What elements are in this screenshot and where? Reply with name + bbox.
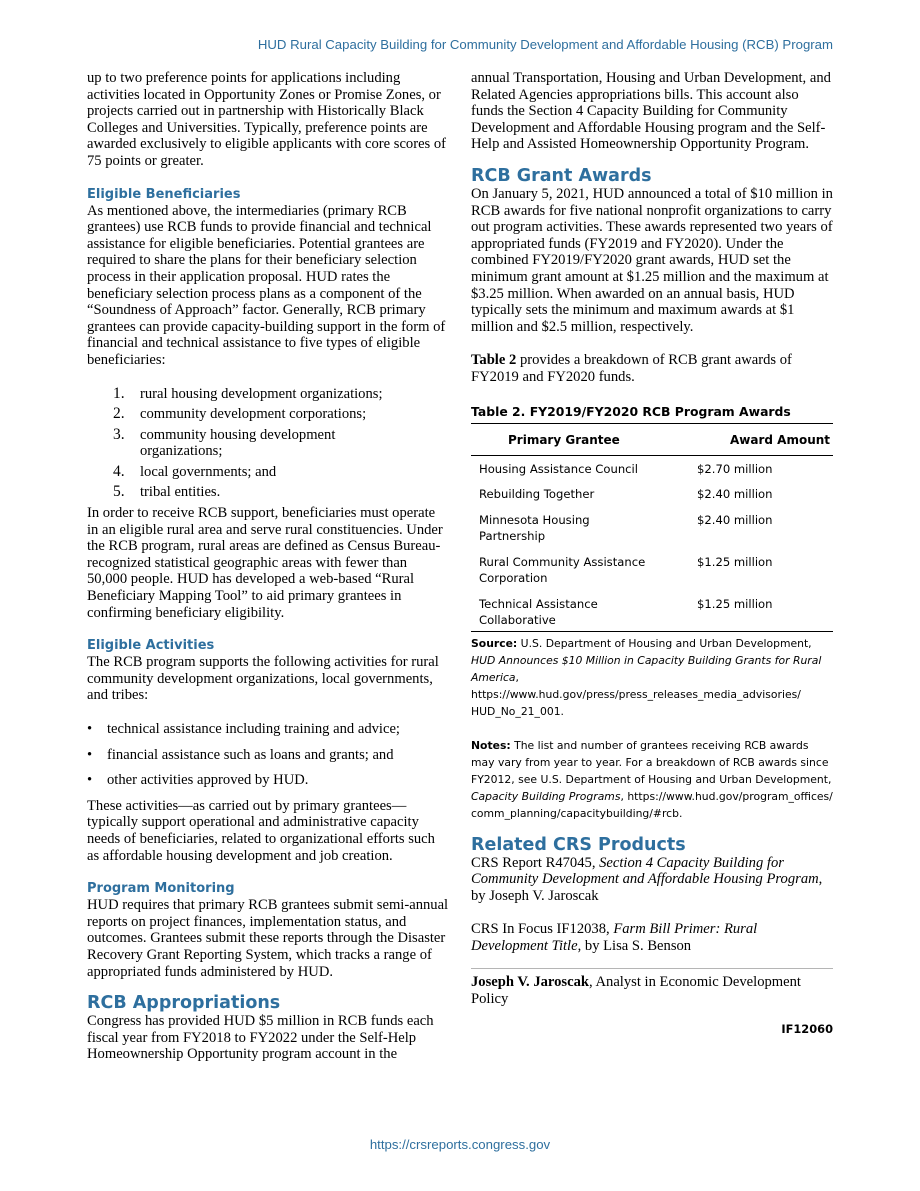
bullet-icon: •: [87, 772, 93, 789]
table-title: Table 2. FY2019/FY2020 RCB Program Awards: [471, 404, 833, 424]
source-url[interactable]: , https://www.hud.gov/press/press_releases_media_advisories/ HUD_No_21_001.: [471, 670, 801, 718]
eligible-activities-paragraph: The RCB program supports the following activities for rural community development organizations, local governments, and tribes:: [87, 654, 439, 704]
table-reference-paragraph: [471, 352, 833, 385]
author-title: , Analyst in Economic Development Policy: [471, 974, 801, 1008]
column-header-grantee: Primary Grantee: [471, 424, 697, 456]
table-header-row: [471, 424, 833, 456]
grant-awards-paragraph: On January 5, 2021, HUD announced a total of $10 million in RCB awards for five national nonprofit organizations to carry out program activities. These awards represented two years of appropriated funds (FY2019 and FY2020). Under the combined FY2019/FY2020 grant awards, HUD set the minimum grant amount at $1.25 million and the maximum at $3.25 million. When awarded on an annual basis, HUD typically sets the minimum and maximum awards at $1 million and $2.5 million, respectively.: [471, 185, 833, 335]
author-divider: [471, 968, 833, 969]
right-column: [471, 70, 833, 1037]
table-row: [471, 545, 833, 587]
appropriations-heading: RCB Appropriations: [87, 993, 281, 1014]
grant-awards-heading: RCB Grant Awards: [471, 165, 652, 186]
notes-url[interactable]: , https://www.hud.gov/program_offices/ comm_planning/capacitybuilding/#rcb.: [471, 789, 833, 820]
table-cell-amount: $2.40 million: [697, 487, 773, 501]
table-cell-amount: $2.70 million: [697, 461, 773, 476]
document-id: IF12060: [781, 1021, 833, 1036]
list-item-text: financial assistance such as loans and grants; and: [107, 746, 394, 763]
list-item: [87, 484, 449, 501]
list-item-text: community development corporations;: [140, 406, 367, 423]
eligible-activities-heading: Eligible Activities: [87, 638, 215, 654]
list-number: 2.: [113, 405, 125, 423]
related-product-1-id: CRS Report R47045,: [471, 854, 600, 871]
table-notes: [471, 737, 833, 822]
related-product-2-author: , by Lisa S. Benson: [577, 937, 692, 954]
table-cell-amount: $2.40 million: [697, 512, 773, 527]
list-number: 3.: [113, 425, 125, 443]
list-item: [87, 747, 449, 764]
list-item: [87, 406, 449, 423]
related-product-2: [471, 921, 833, 954]
list-number: 4.: [113, 462, 125, 480]
activities-list: [87, 721, 449, 789]
table-row: [471, 477, 833, 503]
notes-title: Capacity Building Programs: [471, 789, 621, 803]
appropriations-paragraph: Congress has provided HUD $5 million in RCB funds each fiscal year from FY2018 to FY2022 under the Self-Help Homeownership Opportunity program account in the: [87, 1013, 434, 1063]
table-cell-grantee: Minnesota Housing Partnership: [479, 512, 590, 543]
program-monitoring-paragraph: HUD requires that primary RCB grantees submit semi-annual reports on project finances, implementation status, and outcomes. Grantees submit these reports through the Disaster Recovery Grant Reporting System, which tracks a range of appropriated funds administered by HUD.: [87, 897, 449, 980]
activities-description-paragraph: These activities—as carried out by primary grantees—typically support operational and administrative capacity needs of beneficiaries, related to organizational efforts such as affordable housing development and job creation.: [87, 797, 435, 864]
related-products-heading: Related CRS Products: [471, 834, 686, 855]
table-row: [471, 503, 833, 545]
list-item-text: local governments; and: [140, 463, 277, 480]
list-item: [87, 721, 449, 738]
related-product-1: [471, 855, 833, 905]
list-item-text: rural housing development organizations;: [140, 385, 383, 402]
related-product-2-title[interactable]: Farm Bill Primer: Rural Development Title: [471, 921, 758, 954]
list-item: [87, 772, 449, 789]
table-row: [471, 587, 833, 632]
list-item-text: technical assistance including training and advice;: [107, 721, 400, 737]
table-row: [471, 455, 833, 477]
table-cell-grantee: Rebuilding Together: [479, 487, 595, 501]
table-cell-grantee: Rural Community Assistance Corporation: [479, 554, 646, 585]
author-line: [471, 974, 833, 1007]
page-header: HUD Rural Capacity Building for Community Development and Affordable Housing (RCB) Program: [257, 37, 833, 52]
list-item-text: other activities approved by HUD.: [107, 772, 309, 789]
table-cell-grantee: Technical Assistance Collaborative: [471, 587, 697, 632]
table-cell-grantee: Housing Assistance Council: [479, 461, 638, 476]
notes-label: Notes:: [471, 738, 511, 752]
bullet-icon: •: [87, 746, 93, 763]
related-product-2-id: CRS In Focus IF12038,: [471, 921, 614, 938]
appropriations-continued-paragraph: annual Transportation, Housing and Urban Development, and Related Agencies appropriations bills. This account also funds the Section 4 Capacity Building for Community Development and Affordable Housing program and the Self-Help and Assisted Homeownership Opportunity Program.: [471, 70, 831, 153]
eligible-beneficiaries-paragraph: As mentioned above, the intermediaries (primary RCB grantees) use RCB funds to provide financial and technical assistance for eligible beneficiaries. Potential grantees are required to share the plans for their beneficiary selection process in their application proposal. HUD rates the beneficiary selection process plans as a component of the “Soundness of Approach” factor. Generally, RCB primary grantees can provide capacity-building support in the form of financial and technical assistance to five types of eligible beneficiaries:: [87, 202, 446, 368]
table-reference-text: provides a breakdown of RCB grant awards of FY2019 and FY2020 funds.: [471, 352, 792, 385]
eligible-beneficiaries-heading: Eligible Beneficiaries: [87, 186, 241, 202]
notes-text: The list and number of grantees receiving RCB awards may vary from year to year. For a breakdown of RCB awards since FY2012, see U.S. Department of Housing and Urban Development,: [471, 738, 832, 786]
list-item: [87, 427, 449, 460]
left-column: [87, 70, 449, 1063]
footer-url[interactable]: https://crsreports.congress.gov: [369, 1137, 551, 1152]
author-name: Joseph V. Jaroscak: [471, 974, 589, 991]
list-item: [87, 386, 449, 403]
list-item: [87, 464, 449, 481]
source-text: U.S. Department of Housing and Urban Development,: [517, 636, 812, 650]
beneficiary-eligibility-paragraph: In order to receive RCB support, beneficiaries must operate in an eligible rural area and serve rural constituencies. Under the RCB program, rural areas are defined as Census Bureau-recognized statistical geographic areas with fewer than 50,000 people. HUD has developed a web-based “Rural Beneficiary Mapping Tool” to aid primary grantees in confirming beneficiary eligibility.: [87, 505, 443, 621]
program-monitoring-heading: Program Monitoring: [87, 881, 235, 897]
table-source-note: [471, 635, 833, 720]
related-product-1-author: , by Joseph V. Jaroscak: [471, 871, 823, 904]
bullet-icon: •: [87, 721, 93, 737]
source-label: Source:: [471, 636, 518, 650]
intro-paragraph: up to two preference points for applications including activities located in Opportunity Zones or Promise Zones, or projects carried out in partnership with Historically Black Colleges and Universities. Typically, preference points are awarded exclusively to eligible applicants with core scores of 75 points or greater.: [87, 70, 447, 169]
beneficiary-list: [87, 386, 449, 502]
related-product-1-title[interactable]: Section 4 Capacity Building for Community Development and Affordable Housing Program: [471, 854, 819, 888]
awards-table: [471, 424, 833, 632]
column-header-amount: Award Amount: [697, 424, 833, 456]
list-item-text: community housing development organizations;: [140, 426, 336, 460]
table-reference-link: Table 2: [471, 352, 517, 369]
list-number: 5.: [113, 483, 125, 501]
source-title: HUD Announces $10 Million in Capacity Building Grants for Rural America: [471, 653, 822, 684]
table-cell-amount: $1.25 million: [697, 587, 833, 632]
table-cell-amount: $1.25 million: [697, 554, 773, 569]
list-item-text: tribal entities.: [140, 484, 221, 501]
list-number: 1.: [113, 384, 125, 402]
